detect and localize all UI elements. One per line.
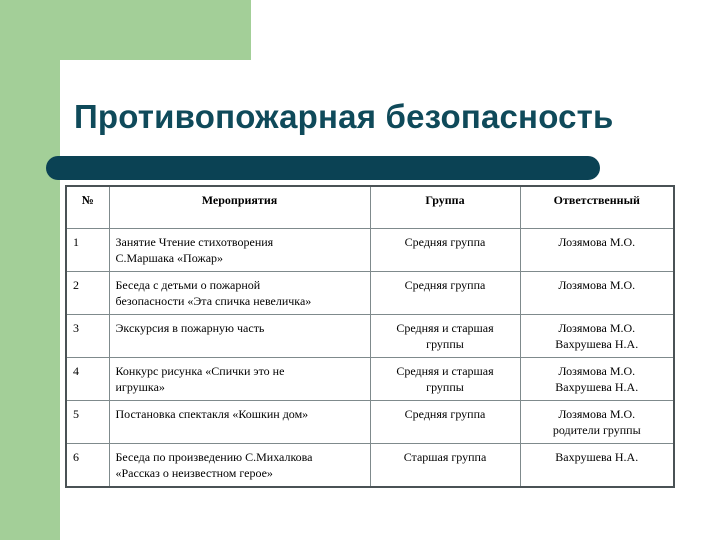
table-row [66, 358, 674, 401]
cell-group-line: Средняя группа [404, 235, 486, 249]
cell-responsible [520, 315, 674, 358]
cell-event-line: «Рассказ о неизвестном герое» [115, 466, 273, 480]
table-row [66, 315, 674, 358]
cell-event-line: безопасности «Эта спичка невеличка» [115, 294, 312, 308]
cell-group [370, 272, 520, 315]
cell-event-line: Конкурс рисунка «Спички это не [115, 364, 285, 378]
cell-event-line: Занятие Чтение стихотворения [115, 235, 274, 249]
cell-event-line: Постановка спектакля «Кошкин дом» [115, 407, 309, 421]
cell-number: 6 [66, 444, 109, 488]
table-row [66, 444, 674, 488]
cell-responsible-line: родители группы [552, 423, 641, 437]
header-responsible: Ответственный [520, 186, 674, 229]
cell-event [109, 272, 370, 315]
cell-event-line: Экскурсия в пожарную часть [115, 321, 265, 335]
cell-responsible-line: Лозямова М.О. [558, 364, 636, 378]
header-event: Мероприятия [109, 186, 370, 229]
cell-group [370, 401, 520, 444]
cell-group [370, 315, 520, 358]
title-underline-bar [46, 156, 600, 180]
cell-responsible-line: Вахрушева Н.А. [555, 380, 639, 394]
header-group: Группа [370, 186, 520, 229]
cell-responsible-line: Вахрушева Н.А. [555, 337, 639, 351]
cell-event [109, 401, 370, 444]
cell-responsible [520, 401, 674, 444]
cell-event-line: С.Маршака «Пожар» [115, 251, 224, 265]
cell-responsible [520, 444, 674, 488]
cell-number: 4 [66, 358, 109, 401]
cell-event-line: Беседа с детьми о пожарной [115, 278, 261, 292]
cell-group-line: Старшая группа [403, 450, 487, 464]
cell-group-line: группы [426, 337, 464, 351]
cell-responsible-line: Лозямова М.О. [558, 321, 636, 335]
cell-event [109, 229, 370, 272]
top-green-band [0, 0, 251, 60]
cell-group [370, 229, 520, 272]
table-row [66, 229, 674, 272]
table-header-row [66, 186, 674, 229]
cell-number: 5 [66, 401, 109, 444]
cell-event [109, 444, 370, 488]
events-table [65, 185, 675, 488]
cell-group-line: Средняя группа [404, 278, 486, 292]
cell-responsible-line: Лозямова М.О. [558, 278, 636, 292]
cell-event-line: Беседа по произведению С.Михалкова [115, 450, 313, 464]
table-row [66, 401, 674, 444]
cell-number: 1 [66, 229, 109, 272]
cell-number: 2 [66, 272, 109, 315]
cell-number: 3 [66, 315, 109, 358]
cell-event [109, 358, 370, 401]
cell-responsible-line: Лозямова М.О. [558, 407, 636, 421]
cell-group [370, 358, 520, 401]
cell-responsible-line: Лозямова М.О. [558, 235, 636, 249]
cell-responsible-line: Вахрушева Н.А. [555, 450, 639, 464]
header-number: № [66, 186, 109, 229]
table-row [66, 272, 674, 315]
cell-responsible [520, 272, 674, 315]
cell-group-line: группы [426, 380, 464, 394]
cell-event-line: игрушка» [115, 380, 165, 394]
cell-group [370, 444, 520, 488]
cell-event [109, 315, 370, 358]
left-green-band [0, 0, 60, 540]
cell-responsible [520, 229, 674, 272]
cell-responsible [520, 358, 674, 401]
cell-group-line: Средняя и старшая [396, 364, 494, 378]
cell-group-line: Средняя и старшая [396, 321, 494, 335]
slide-title: Противопожарная безопасность [74, 98, 614, 135]
cell-group-line: Средняя группа [404, 407, 486, 421]
